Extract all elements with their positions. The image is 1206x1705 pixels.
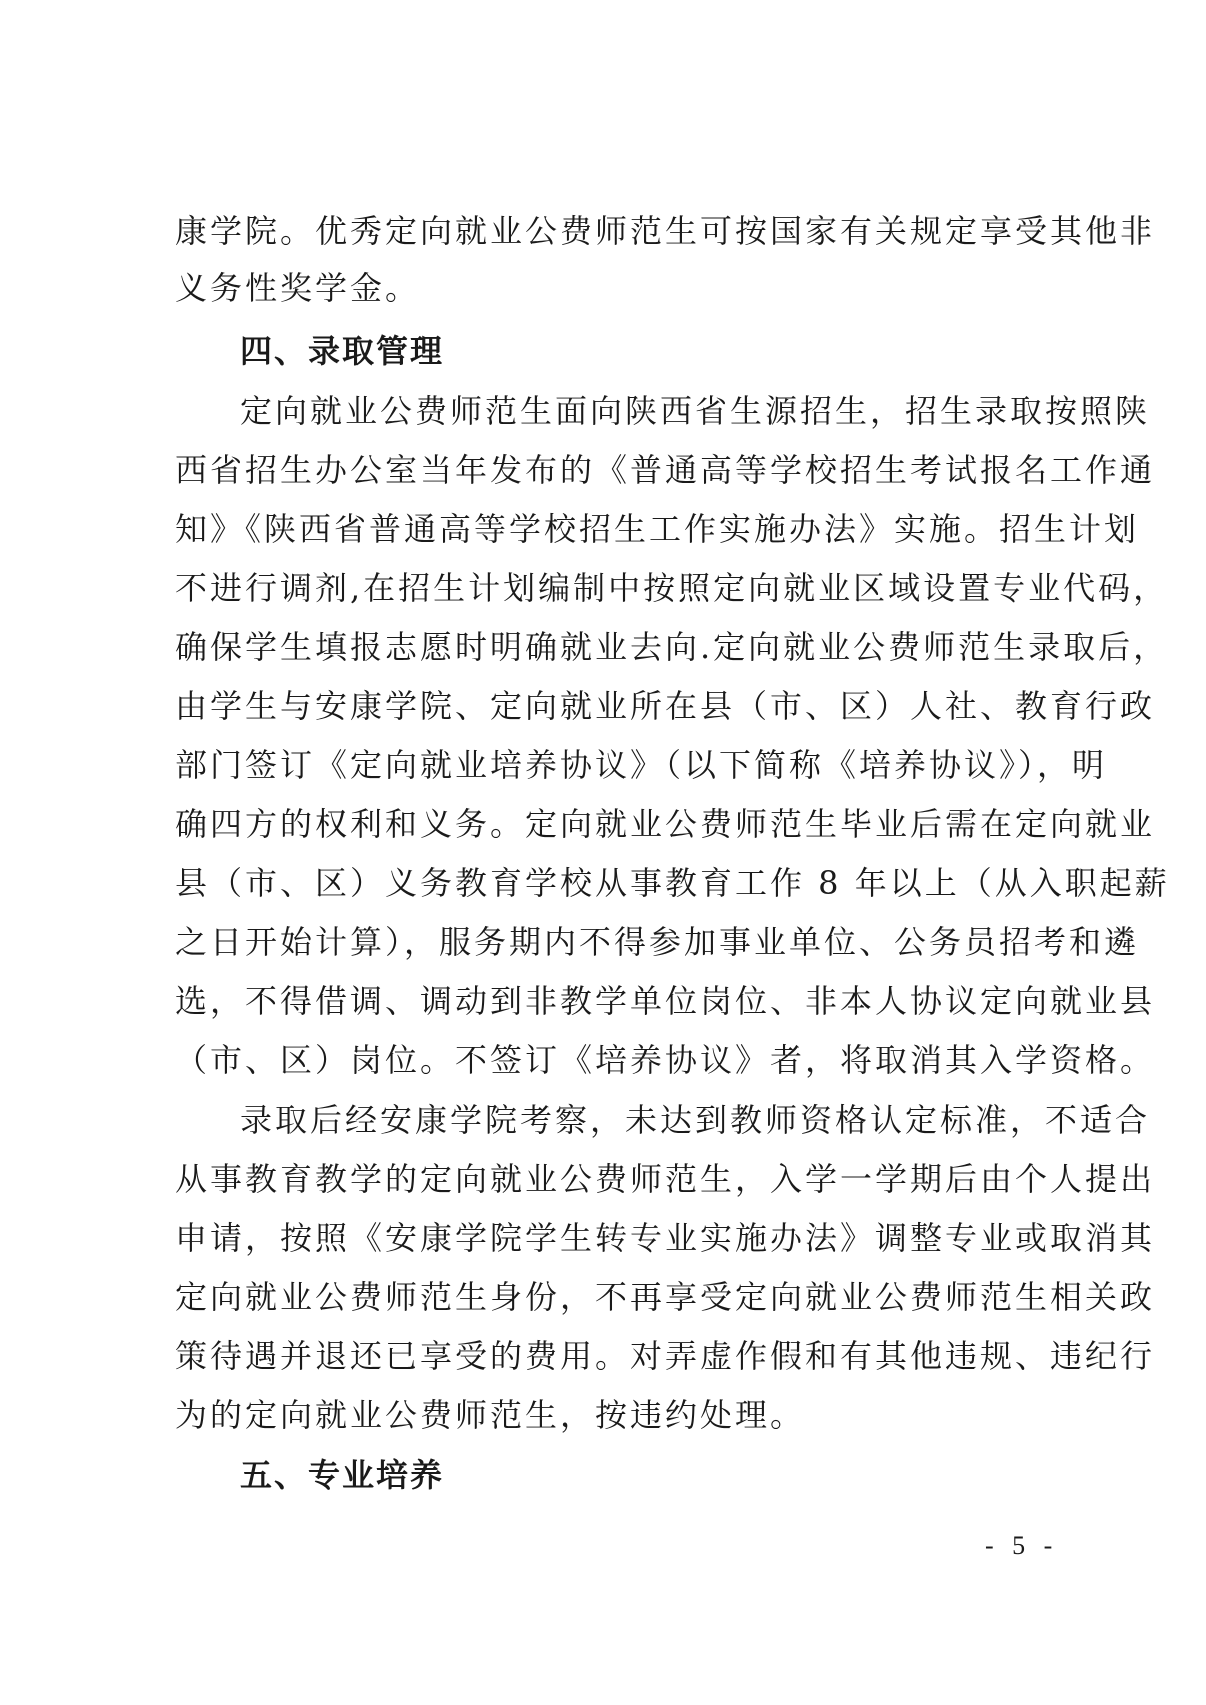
section-heading: 五、专业培养 [240,1456,445,1494]
body-line: 定向就业公费师范生面向陕西省生源招生，招生录取按照陕 [240,392,1151,430]
body-line: 定向就业公费师范生身份，不再享受定向就业公费师范生相关政 [175,1278,1156,1316]
body-line: 不进行调剂,在招生计划编制中按照定向就业区域设置专业代码， [175,569,1169,607]
body-line: 义务性奖学金。 [175,269,421,307]
section-heading: 四、录取管理 [240,332,445,370]
body-line: 县（市、区）义务教育学校从事教育工作 8 年以上（从入职起薪 [175,864,1170,902]
body-line: 确保学生填报志愿时明确就业去向.定向就业公费师范生录取后， [175,628,1169,666]
body-line: 录取后经安康学院考察，未达到教师资格认定标准，不适合 [240,1101,1151,1139]
body-line: 康学院。优秀定向就业公费师范生可按国家有关规定享受其他非 [175,212,1156,250]
body-line: 确四方的权利和义务。定向就业公费师范生毕业后需在定向就业 [175,805,1156,843]
body-line: 知》《陕西省普通高等学校招生工作实施办法》实施。招生计划 [175,510,1140,548]
body-line: 之日开始计算），服务期内不得参加事业单位、公务员招考和遴 [175,923,1140,961]
body-line: 从事教育教学的定向就业公费师范生，入学一学期后由个人提出 [175,1160,1156,1198]
body-line: 部门签订《定向就业培养协议》（以下简称《培养协议》），明 [175,746,1108,784]
body-line: 申请，按照《安康学院学生转专业实施办法》调整专业或取消其 [175,1219,1156,1257]
page-number: - 5 - [985,1531,1059,1560]
body-line: 为的定向就业公费师范生，按违约处理。 [175,1396,806,1434]
body-line: 策待遇并退还已享受的费用。对弄虚作假和有其他违规、违纪行 [175,1337,1156,1375]
body-line: （市、区）岗位。不签订《培养协议》者，将取消其入学资格。 [175,1041,1156,1079]
body-line: 由学生与安康学院、定向就业所在县（市、区）人社、教育行政 [175,687,1156,725]
body-line: 西省招生办公室当年发布的《普通高等学校招生考试报名工作通 [175,451,1156,489]
body-line: 选，不得借调、调动到非教学单位岗位、非本人协议定向就业县 [175,982,1156,1020]
